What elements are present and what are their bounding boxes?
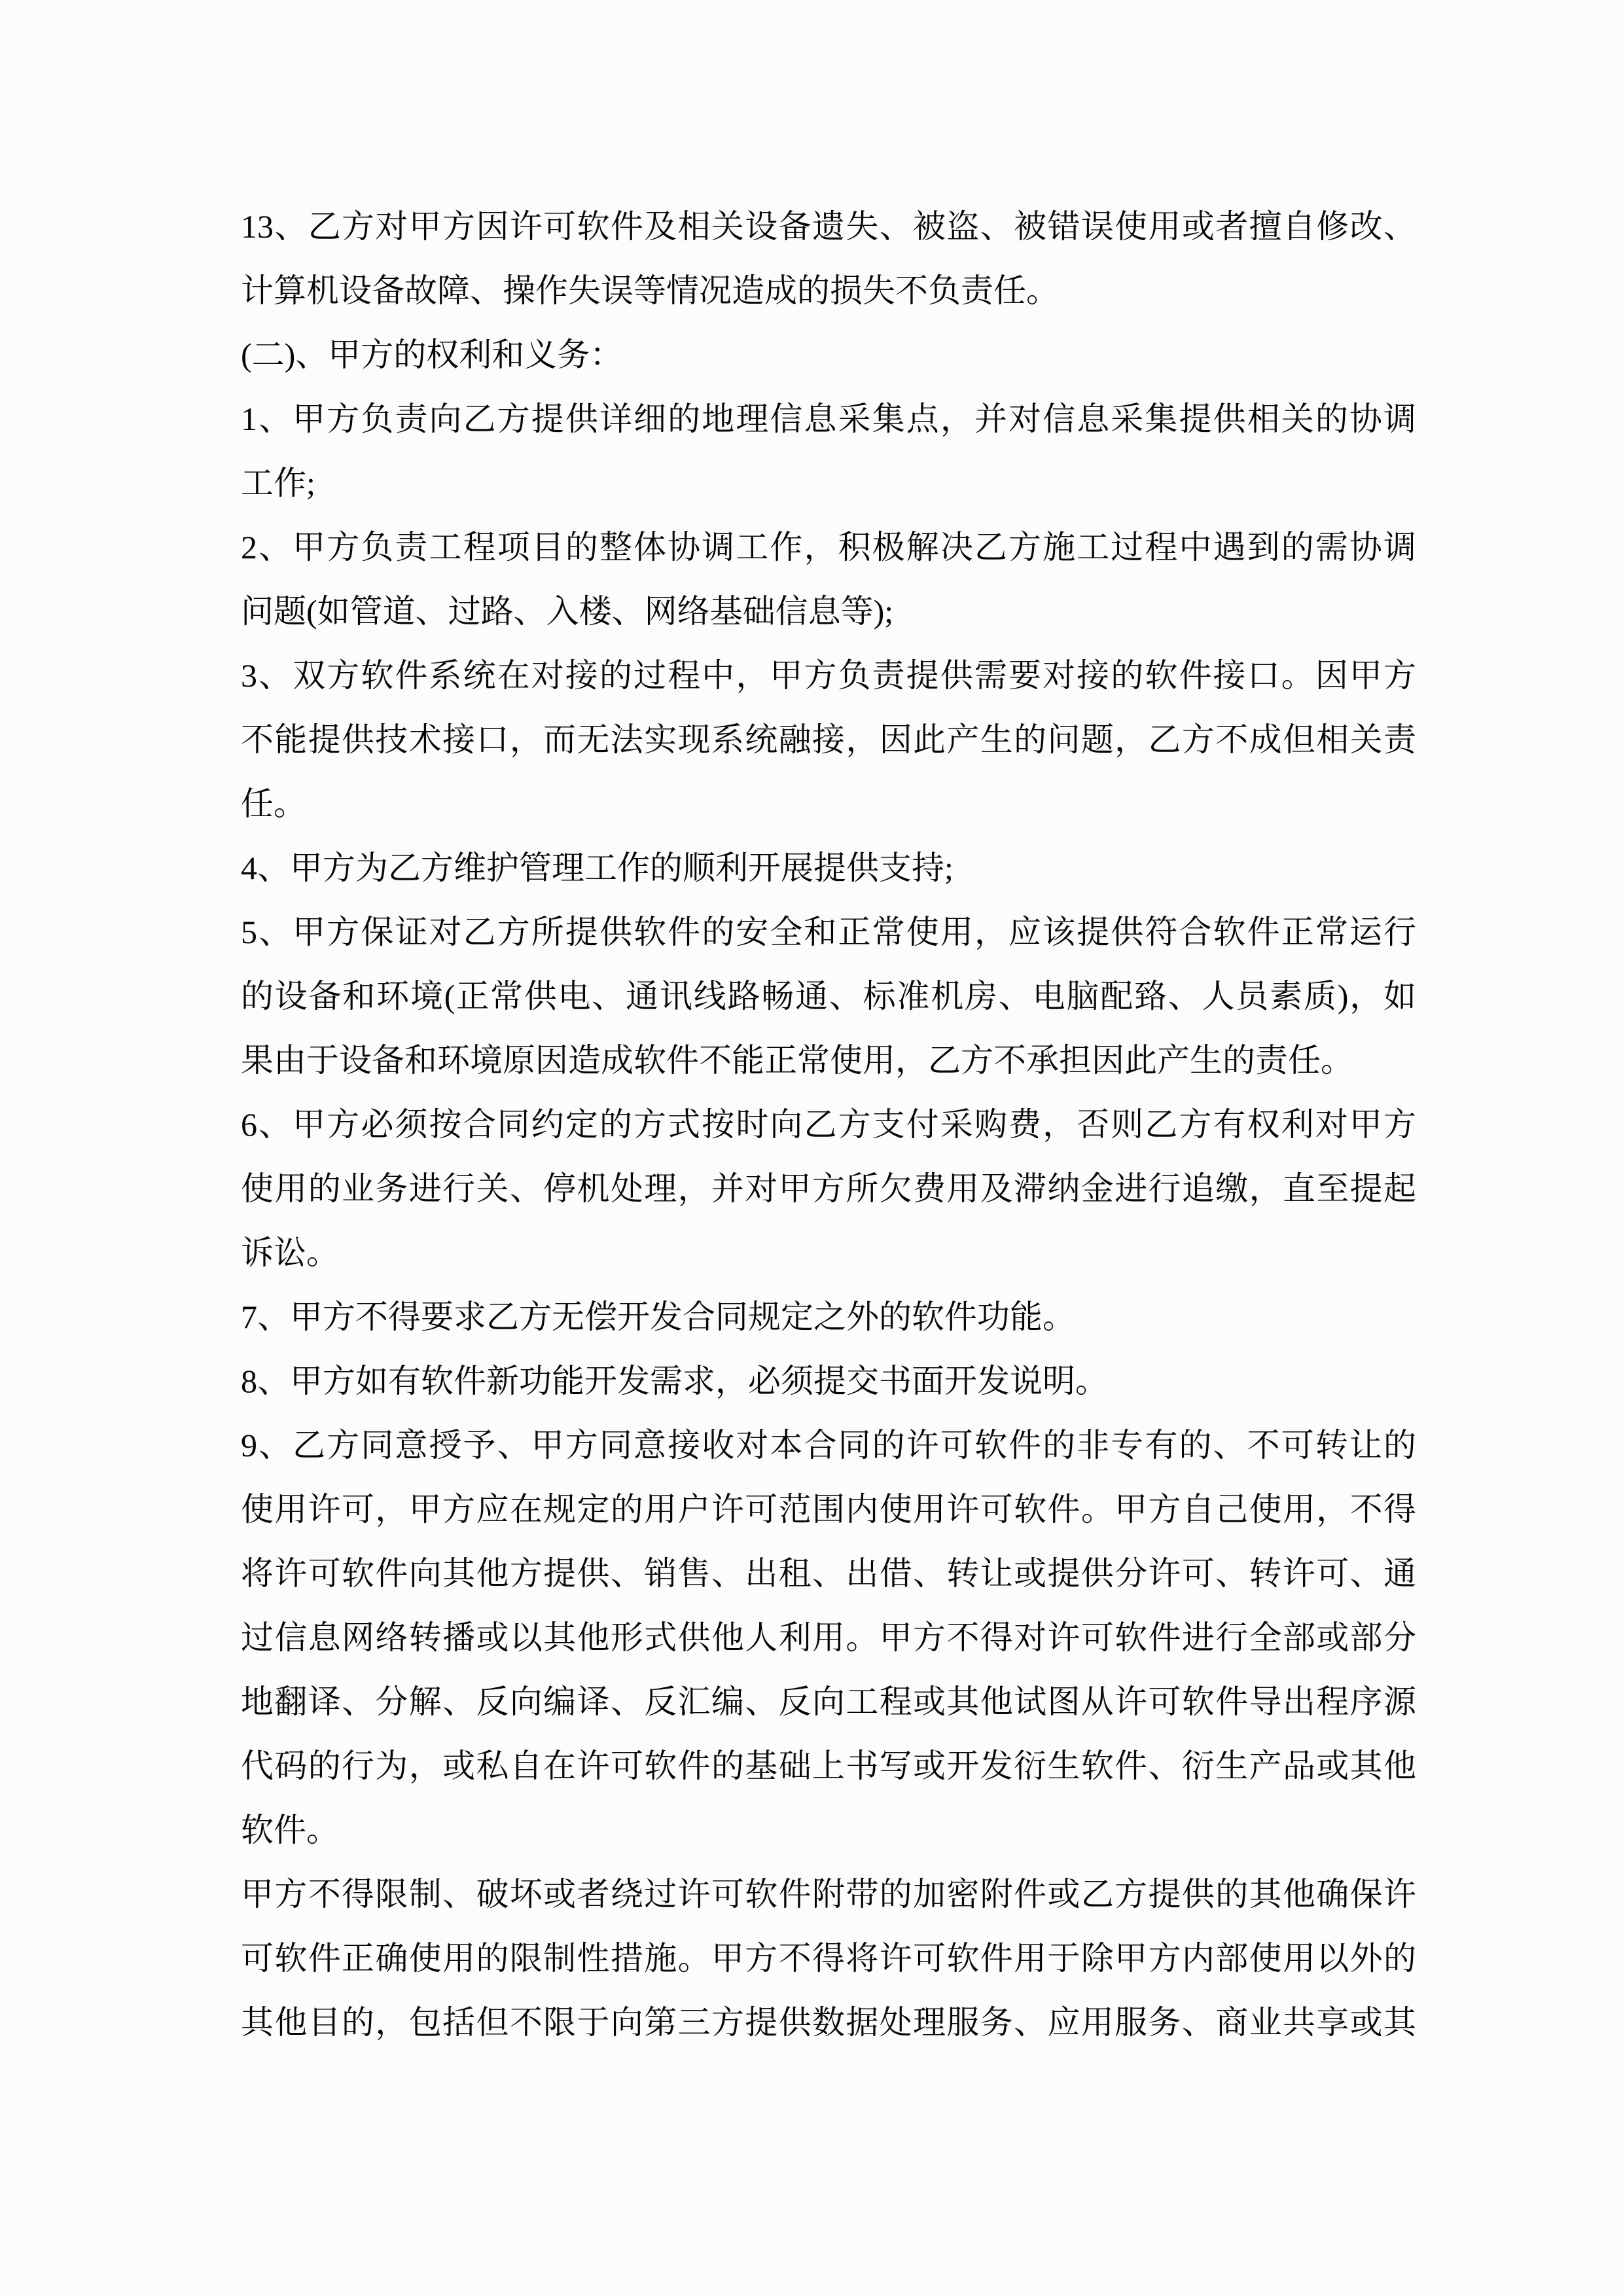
text-line: 地翻译、分解、反向编译、反汇编、反向工程或其他试图从许可软件导出程序源 bbox=[241, 1683, 1416, 1720]
text-line: 3、双方软件系统在对接的过程中，甲方负责提供需要对接的软件接口。因甲方 bbox=[241, 657, 1416, 694]
text-line: 问题(如管道、过路、入楼、网络基础信息等); bbox=[241, 593, 894, 630]
text-line: 甲方不得限制、破坏或者绕过许可软件附带的加密附件或乙方提供的其他确保许 bbox=[241, 1876, 1416, 1912]
text-line: 计算机设备故障、操作失误等情况造成的损失不负责任。 bbox=[241, 272, 1059, 309]
text-line: 5、甲方保证对乙方所提供软件的安全和正常使用，应该提供符合软件正常运行 bbox=[241, 914, 1416, 950]
text-line: 将许可软件向其他方提供、销售、出租、出借、转让或提供分许可、转许可、通 bbox=[241, 1555, 1416, 1592]
text-line: 7、甲方不得要求乙方无偿开发合同规定之外的软件功能。 bbox=[241, 1299, 1075, 1335]
text-line: 使用许可，甲方应在规定的用户许可范围内使用许可软件。甲方自己使用，不得 bbox=[241, 1491, 1416, 1528]
text-line: 过信息网络转播或以其他形式供他人利用。甲方不得对许可软件进行全部或部分 bbox=[241, 1619, 1416, 1656]
text-line: 2、甲方负责工程项目的整体协调工作，积极解决乙方施工过程中遇到的需协调 bbox=[241, 529, 1416, 565]
text-line: 9、乙方同意授予、甲方同意接收对本合同的许可软件的非专有的、不可转让的 bbox=[241, 1427, 1416, 1463]
text-line: 不能提供技术接口，而无法实现系统融接，因此产生的问题，乙方不成但相关责 bbox=[241, 721, 1416, 758]
text-line: 可软件正确使用的限制性措施。甲方不得将许可软件用于除甲方内部使用以外的 bbox=[241, 1940, 1416, 1977]
text-line: 4、甲方为乙方维护管理工作的顺利开展提供支持; bbox=[241, 850, 954, 886]
text-line: 8、甲方如有软件新功能开发需求，必须提交书面开发说明。 bbox=[241, 1363, 1108, 1399]
text-line: 工作; bbox=[241, 465, 315, 501]
text-line: 的设备和环境(正常供电、通讯线路畅通、标准机房、电脑配臵、人员素质)，如 bbox=[241, 978, 1416, 1014]
document-text-block bbox=[241, 194, 1416, 2054]
text-line: 代码的行为，或私自在许可软件的基础上书写或开发衍生软件、衍生产品或其他 bbox=[241, 1748, 1416, 1784]
text-line: 1、甲方负责向乙方提供详细的地理信息采集点，并对信息采集提供相关的协调 bbox=[241, 401, 1416, 437]
text-line: 软件。 bbox=[241, 1812, 339, 1848]
text-line: 13、乙方对甲方因许可软件及相关设备遗失、被盗、被错误使用或者擅自修改、 bbox=[241, 208, 1416, 245]
text-line: 使用的业务进行关、停机处理，并对甲方所欠费用及滞纳金进行追缴，直至提起 bbox=[241, 1170, 1416, 1207]
text-line: 其他目的，包括但不限于向第三方提供数据处理服务、应用服务、商业共享或其 bbox=[241, 2004, 1416, 2041]
text-line: 诉讼。 bbox=[241, 1234, 339, 1271]
text-line: (二)、甲方的权利和义务： bbox=[241, 336, 623, 373]
text-line: 6、甲方必须按合同约定的方式按时向乙方支付采购费，否则乙方有权利对甲方 bbox=[241, 1106, 1416, 1143]
text-line: 果由于设备和环境原因造成软件不能正常使用，乙方不承担因此产生的责任。 bbox=[241, 1042, 1353, 1079]
text-line: 任。 bbox=[241, 785, 306, 822]
